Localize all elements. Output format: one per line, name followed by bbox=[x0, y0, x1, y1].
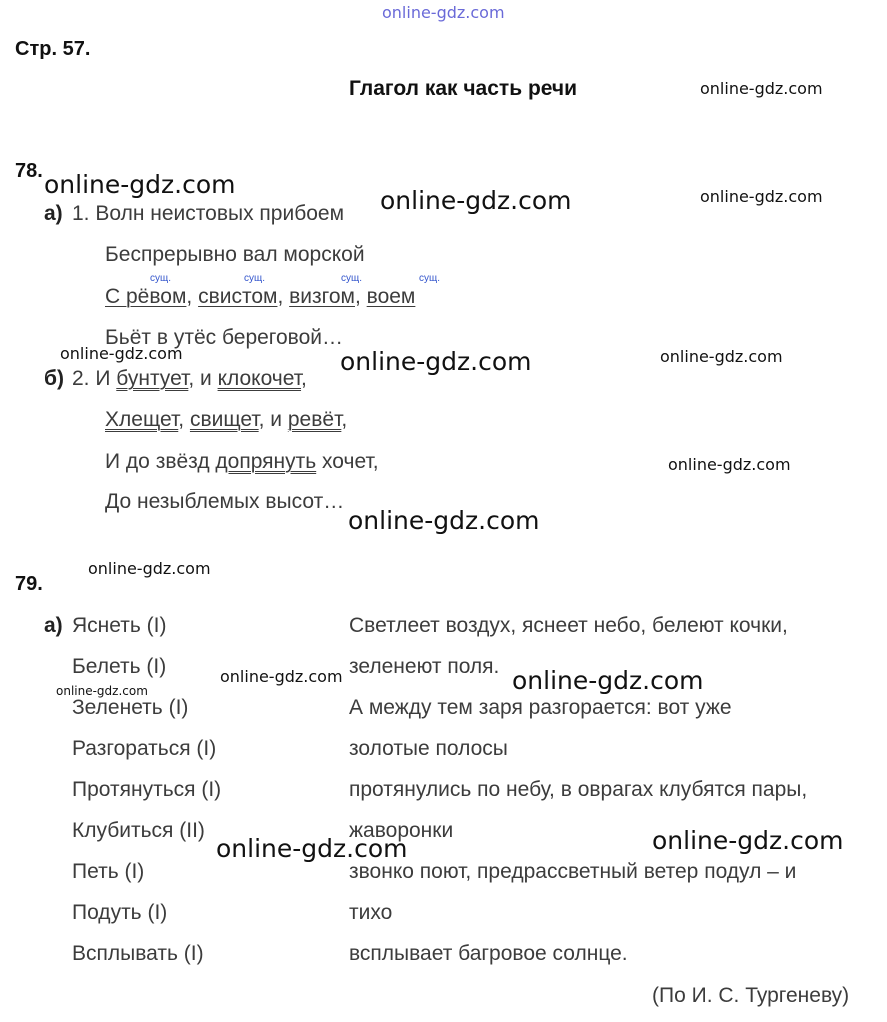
watermark: online-gdz.com bbox=[88, 559, 211, 578]
text-line: А между тем заря разгорается: вот уже bbox=[349, 696, 732, 719]
watermark: online-gdz.com bbox=[512, 666, 704, 695]
noun-mark: сущ. bbox=[244, 273, 266, 284]
comma: , bbox=[186, 285, 199, 308]
watermark: online-gdz.com bbox=[652, 826, 844, 855]
verb-item: Подуть (I) bbox=[72, 901, 168, 924]
poem-b-line-4: До незыблемых высот… bbox=[105, 490, 345, 513]
exercise-78-b-label: б) bbox=[44, 367, 64, 390]
watermark: online-gdz.com bbox=[668, 455, 791, 474]
text: хочет, bbox=[316, 450, 379, 473]
verb-item: Зеленеть (I) bbox=[72, 696, 189, 719]
top-watermark: online-gdz.com bbox=[382, 3, 505, 22]
underlined-verb: бунтует bbox=[116, 367, 189, 390]
text: , bbox=[341, 408, 348, 431]
poem-a-line-4: Бьёт в утёс береговой… bbox=[105, 326, 344, 349]
text-line: золотые полосы bbox=[349, 737, 508, 760]
exercise-78-a-label: а) bbox=[44, 202, 63, 225]
verb-item: Клубиться (II) bbox=[72, 819, 205, 842]
underlined-noun: рёвом bbox=[126, 285, 187, 308]
poem-a-line-1: 1. Волн неистовых прибоем bbox=[72, 202, 345, 225]
exercise-78-number: 78. bbox=[15, 160, 43, 182]
verb-item: Яснеть (I) bbox=[72, 614, 167, 637]
source-attribution: (По И. С. Тургеневу) bbox=[652, 984, 850, 1007]
exercise-79-number: 79. bbox=[15, 573, 43, 595]
watermark: online-gdz.com bbox=[44, 170, 236, 199]
underlined-verb: свищет bbox=[189, 408, 259, 431]
underlined-noun: визгом bbox=[289, 285, 355, 308]
exercise-79-a-label: а) bbox=[44, 614, 63, 637]
poem-a-line-3 bbox=[105, 285, 415, 309]
text-line: тихо bbox=[349, 901, 393, 924]
comma: , bbox=[277, 285, 290, 308]
poem-a-line-2: Беспрерывно вал морской bbox=[105, 243, 365, 266]
watermark: online-gdz.com bbox=[340, 347, 532, 376]
watermark: online-gdz.com bbox=[380, 186, 572, 215]
text-line: звонко поют, предрассветный ветер подул – и bbox=[349, 860, 797, 883]
text-line: жаворонки bbox=[349, 819, 454, 842]
underlined-noun: воем bbox=[366, 285, 416, 308]
poem-b-line-1 bbox=[72, 367, 307, 391]
watermark: online-gdz.com bbox=[56, 684, 148, 698]
text-line: всплывает багровое солнце. bbox=[349, 942, 628, 965]
underlined-noun: свистом bbox=[198, 285, 278, 308]
watermark: online-gdz.com bbox=[216, 834, 408, 863]
comma: , bbox=[354, 285, 367, 308]
text: И до звёзд bbox=[105, 450, 216, 473]
preposition: С bbox=[105, 285, 126, 308]
text: , bbox=[301, 367, 307, 390]
verb-item: Петь (I) bbox=[72, 860, 145, 883]
text-line: Светлеет воздух, яснеет небо, белеют кочки, bbox=[349, 614, 788, 637]
text: 2. И bbox=[72, 367, 117, 390]
watermark: online-gdz.com bbox=[348, 506, 540, 535]
watermark: online-gdz.com bbox=[220, 667, 343, 686]
underlined-verb: клокочет bbox=[217, 367, 302, 390]
section-heading: Глагол как часть речи bbox=[349, 77, 578, 100]
poem-b-line-2 bbox=[105, 408, 347, 432]
text: , bbox=[178, 408, 190, 431]
verb-item: Белеть (I) bbox=[72, 655, 167, 678]
watermark: online-gdz.com bbox=[60, 344, 183, 363]
underlined-verb: Хлещет bbox=[105, 408, 179, 431]
verb-item: Всплывать (I) bbox=[72, 942, 204, 965]
verb-item: Разгораться (I) bbox=[72, 737, 217, 760]
watermark: online-gdz.com bbox=[700, 187, 823, 206]
watermark: online-gdz.com bbox=[700, 79, 823, 98]
text-line: протянулись по небу, в оврагах клубятся пары, bbox=[349, 778, 808, 801]
text: , и bbox=[188, 367, 218, 390]
noun-mark: сущ. bbox=[341, 273, 363, 284]
verb-item: Протянуться (I) bbox=[72, 778, 222, 801]
text-line: зеленеют поля. bbox=[349, 655, 500, 678]
noun-mark: сущ. bbox=[419, 273, 441, 284]
underlined-verb: допрянуть bbox=[215, 450, 317, 473]
noun-mark: сущ. bbox=[150, 273, 172, 284]
watermark: online-gdz.com bbox=[660, 347, 783, 366]
underlined-verb: ревёт bbox=[287, 408, 342, 431]
text: , и bbox=[258, 408, 288, 431]
page-reference: Стр. 57. bbox=[15, 38, 91, 60]
poem-b-line-3 bbox=[105, 450, 379, 474]
